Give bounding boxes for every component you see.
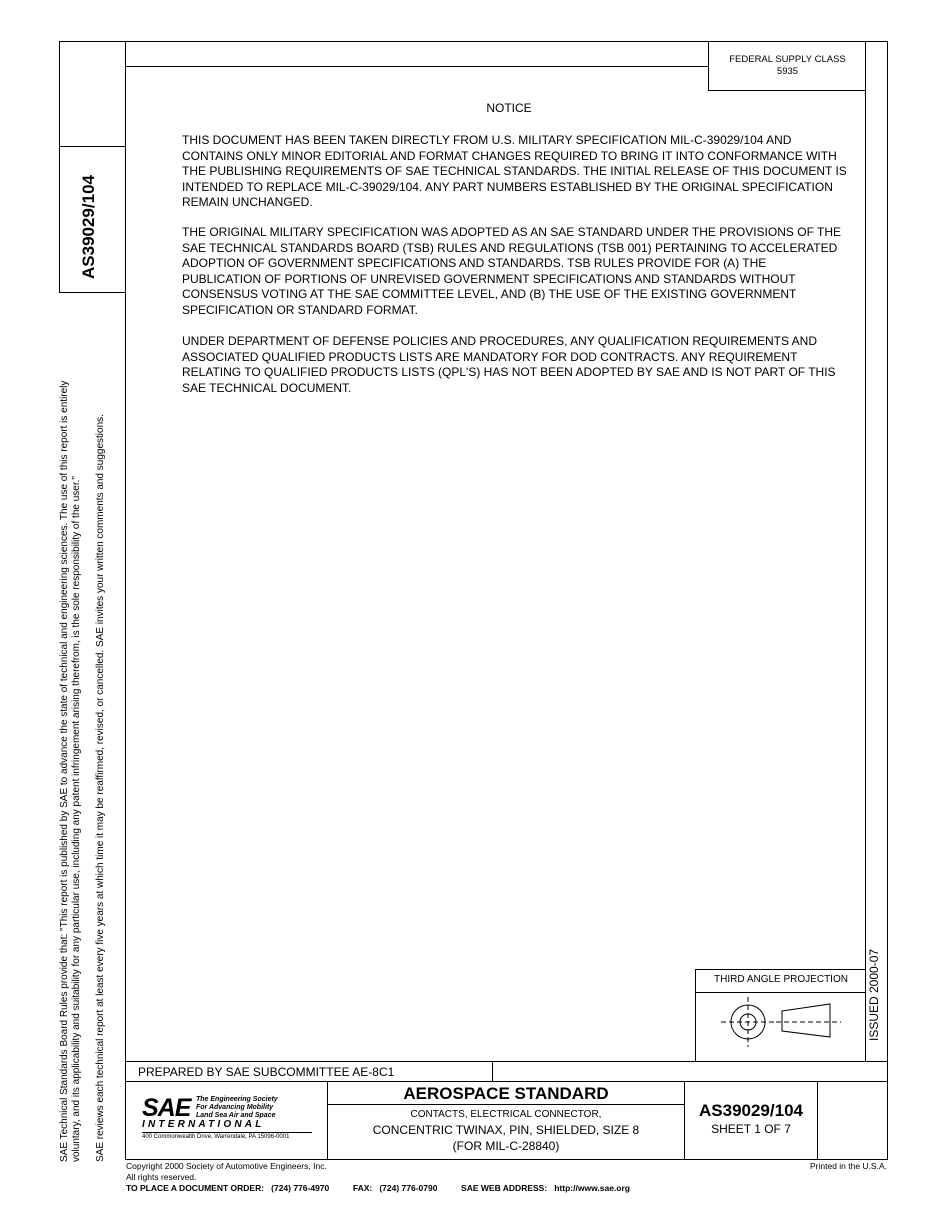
logo-rule (142, 1132, 312, 1133)
footer-order-info: TO PLACE A DOCUMENT ORDER: (724) 776-4970 FAX: (724) 776-0790 SAE WEB ADDRESS: http://www.sae.org (126, 1183, 630, 1193)
title-block-bottom (126, 1159, 888, 1160)
header-rule (126, 66, 709, 67)
side-disclaimer-line1: SAE Technical Standards Board Rules provide that: "This report is published by SAE to advance the state of technical and engineering sciences. The use of this report is entirely (59, 380, 70, 1162)
frame-inner-left (125, 41, 126, 1160)
title-doc-number: AS39029/104 (699, 1101, 803, 1120)
federal-supply-label: FEDERAL SUPPLY CLASS (729, 54, 846, 65)
sae-address: 400 Commonwealth Drive, Warrendale, PA 15096-0001 (142, 1134, 290, 1140)
sae-logo-mark: SAE (142, 1094, 191, 1122)
federal-supply-value: 5935 (776, 66, 799, 77)
frame-margin-right (865, 41, 866, 1062)
side-doc-number: AS39029/104 (79, 175, 98, 279)
notice-heading: NOTICE (486, 101, 532, 115)
notice-paragraph-1: THIS DOCUMENT HAS BEEN TAKEN DIRECTLY FROM U.S. MILITARY SPECIFICATION MIL-C-39029/104 AND CONTAINS ONLY MINOR EDITORIAL AND FORMAT CHANGES REQUIRED TO BRING IT INTO CONFORMANCE WITH THE PUBLISHING REQUIREMENTS OF SAE TECHNICAL STANDARDS. THE INITIAL RELEASE OF THIS DOCUMENT IS INTENDED TO REPLACE MIL-C-39029/104. ANY PART NUMBERS ESTABLISHED BY THE ORIGINAL SPECIFICATION REMAIN UNCHANGED. (182, 133, 847, 210)
side-review-notice: SAE reviews each technical report at least every five years at which time it may be reaffirmed, revised, or cancelled. SAE invites your written comments and suggestions. (95, 414, 106, 1162)
sae-international: INTERNATIONAL (142, 1119, 265, 1130)
sheet-number: SHEET 1 OF 7 (711, 1122, 791, 1136)
sae-tagline (196, 1096, 278, 1120)
third-angle-projection-symbol-icon (696, 993, 866, 1062)
notice-paragraph-2: THE ORIGINAL MILITARY SPECIFICATION WAS ADOPTED AS AN SAE STANDARD UNDER THE PROVISIONS OF THE SAE TECHNICAL STANDARDS BOARD (TSB) RULES AND REGULATIONS (TSB 001) PERTAINING TO ACCELERATED ADOPTION OF GOVERNMENT SPECIFICATIONS AND STANDARDS. TSB RULES PROVIDE FOR (A) THE PUBLICATION OF PORTIONS OF UNREVISED GOVERNMENT SPECIFICATIONS AND STANDARDS WITHOUT CONSENSUS VOTING AT THE SAE COMMITTEE LEVEL, AND (B) THE USE OF THE EXISTING GOVERNMENT SPECIFICATION OR STANDARD FORMAT. (182, 225, 842, 317)
title-block-row (126, 1081, 888, 1082)
footer-copyright-block (126, 1161, 327, 1183)
prepared-by: PREPARED BY SAE SUBCOMMITTEE AE-8C1 (138, 1065, 395, 1079)
sae-tagline-3: Land Sea Air and Space (196, 1112, 276, 1119)
footer-rights: All rights reserved. (126, 1172, 197, 1182)
federal-supply-box (709, 54, 866, 78)
projection-label: THIRD ANGLE PROJECTION (714, 974, 848, 985)
docnum-box-top (59, 146, 126, 147)
aerospace-standard-title: AEROSPACE STANDARD (403, 1084, 609, 1103)
projection-box-top (695, 969, 866, 970)
sae-tagline-1: The Engineering Society (196, 1096, 278, 1103)
title-line-3: (FOR MIL-C-28840) (452, 1139, 560, 1153)
blank-cell-divider (817, 1081, 818, 1160)
sae-logo (142, 1094, 324, 1154)
frame-right (887, 41, 888, 1160)
title-line-2: CONCENTRIC TWINAX, PIN, SHIELDED, SIZE 8 (372, 1123, 640, 1137)
footer-printed: Printed in the U.S.A. (809, 1161, 887, 1171)
issued-date: ISSUED 2000-07 (867, 948, 881, 1041)
prepared-divider (492, 1061, 493, 1082)
fsc-box-bottom (708, 90, 866, 91)
notice-paragraph-3: UNDER DEPARTMENT OF DEFENSE POLICIES AND PROCEDURES, ANY QUALIFICATION REQUIREMENTS AND ASSOCIATED QUALIFIED PRODUCTS LISTS ARE MANDATORY FOR DOD CONTRACTS. ANY REQUIREMENT RELATING TO QUALIFIED PRODUCTS LISTS (QPL'S) HAS NOT BEEN ADOPTED BY SAE AND IS NOT PART OF THIS SAE TECHNICAL DOCUMENT. (182, 334, 836, 395)
standard-rule (327, 1104, 685, 1105)
frame-top (59, 41, 888, 42)
frame-left-upper (59, 41, 60, 292)
sae-tagline-2: For Advancing Mobility (196, 1104, 274, 1111)
docnum-box-bottom (59, 292, 126, 293)
title-line-1: CONTACTS, ELECTRICAL CONNECTOR, (410, 1109, 602, 1120)
side-disclaimer-line2: voluntary, and its applicability and suitability for any particular use, including any patent infringement arising therefrom, is the sole responsibility of the user." (71, 476, 82, 1162)
footer-copyright: Copyright 2000 Society of Automotive Engineers, Inc. (126, 1161, 327, 1171)
